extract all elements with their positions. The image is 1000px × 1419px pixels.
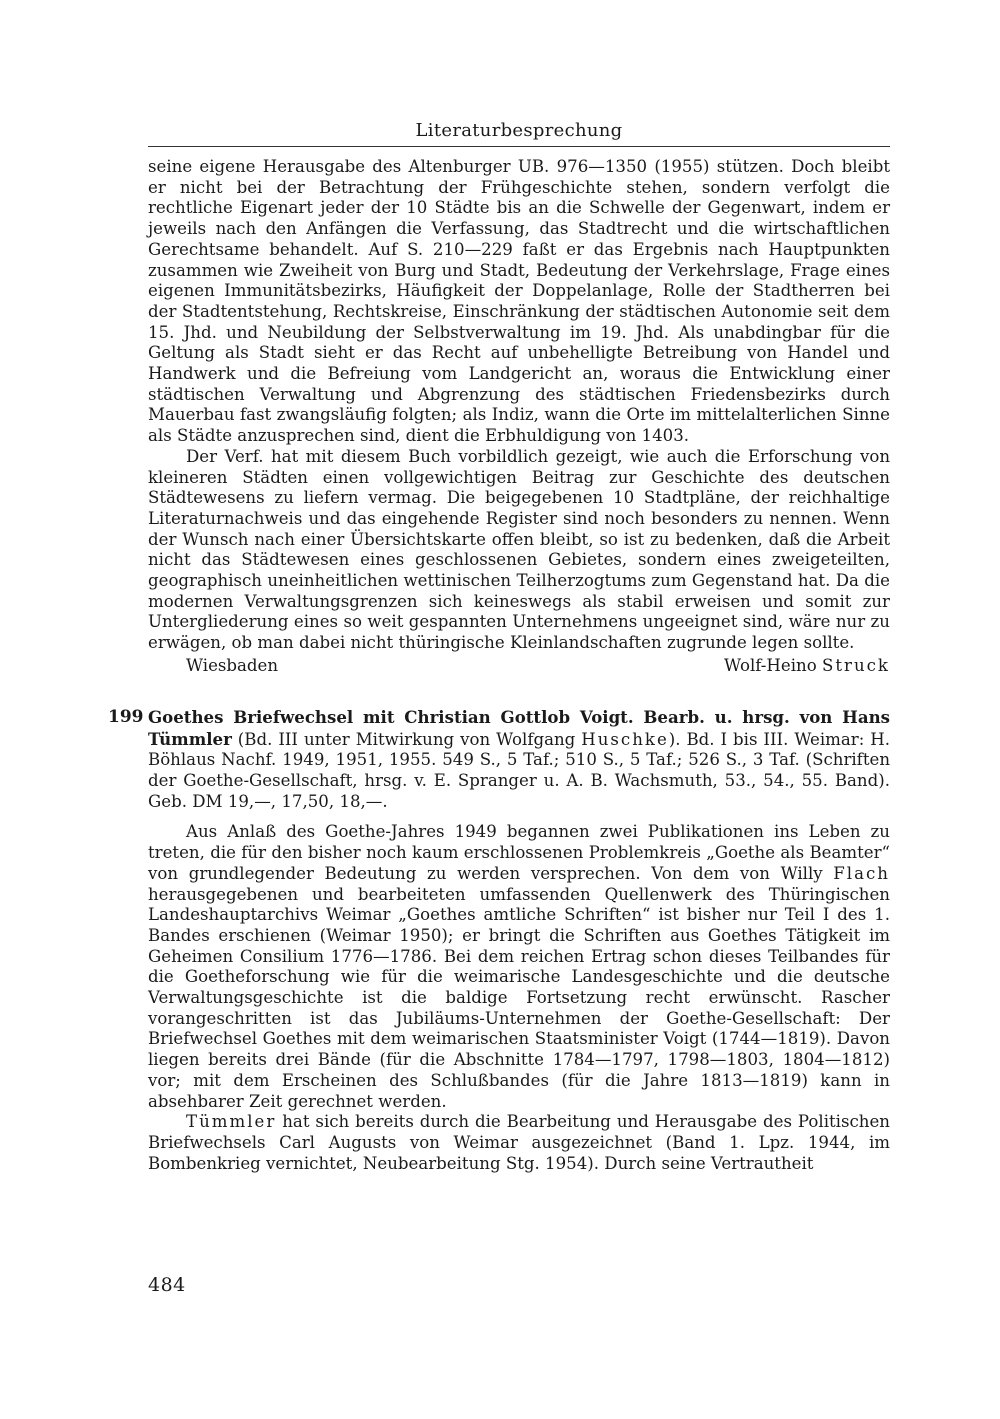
page-number: 484 [148, 1274, 186, 1296]
entry-paragraph-2-rest: hat sich bereits durch die Bearbeitung und Herausgabe des Politischen Briefwechsels Carl Augusts von Weimar ausgezeichnet (Band 1. Lpz. 1944, im Bombenkrieg vernichtet, Neubearbeitung Stg. 1954). Durch seine Vertrautheit [148, 1112, 890, 1173]
reviewer-first-name: Wolf-Heino [724, 655, 817, 675]
header-rule [148, 146, 890, 147]
review-paragraph-1: seine eigene Herausgabe des Altenburger UB. 976—1350 (1955) stützen. Doch bleibt er nicht bei der Betrachtung der Frühgeschichte stehen, sondern verfolgt die rechtliche Eigenart jeder der 10 Städte bis an die Schwelle der Gegenwart, indem er jeweils nach den Anfängen die Verfassung, das Stadtrecht und die wirtschaftlichen Gerechtsame behandelt. Auf S. 210—229 faßt er das Ergebnis nach Hauptpunkten zusammen wie Zweiheit von Burg und Stadt, Bedeutung der Verkehrslage, Frage eines eigenen Immunitätsbezirks, Häufigkeit der Doppelanlage, Rolle der Stadtherren bei der Stadtentstehung, Rechtskreise, Einschränkung der städtischen Autonomie seit dem 15. Jhd. und Neubildung der Selbstverwaltung im 19. Jhd. Als unabdingbar für die Geltung als Stadt sieht er das Recht auf unbehelligte Betreibung von Handel und Handwerk und die Befreiung vom Landgericht an, woraus die Entwicklung einer städtischen Verwaltung und Abgrenzung des städtischen Friedensbezirks durch Mauerbau fast zwangsläufig folgten; als Indiz, wann die Orte im mittelalterlichen Sinne als Städte anzusprechen sind, dient die Erbhuldigung von 1403. [148, 157, 890, 446]
entry-collaborator: Huschke [581, 729, 669, 749]
review-signature [148, 655, 890, 677]
entry-title: Goethes Briefwechsel mit Christian Gottlob Voigt. Bearb. u. hrsg. von Hans [148, 706, 890, 727]
entry-citation-part-b: ). Bd. I bis III. Weimar: H. Böhlaus Nachf. 1949, 1951, 1955. 549 S., 5 Taf.; 510 S., 5 Taf.; 526 S., 3 Taf. (Schriften der Goethe-Gesellschaft, hrsg. v. E. Spranger u. A. B. Wachsmuth, 53., 54., 55. Band). Geb. DM 19,—, 17,50, 18,—. [148, 729, 890, 811]
running-head: Literaturbesprechung [415, 120, 623, 141]
entry-citation-part-a: (Bd. III unter Mitwirkung von Wolfgang [231, 729, 582, 749]
entry-paragraph-2 [148, 1112, 890, 1174]
entry-paragraph-1-part-b: herausgegebenen und bearbeiteten umfassenden Quellenwerk des Thüringischen Landeshauptarchivs Weimar „Goethes amtliche Schriften“ ist bisher nur Teil I des 1. Bandes erschienen (Weimar 1950); er bringt die Schriften aus Goethes Tätigkeit im Geheimen Consilium 1776—1786. Bei dem reichen Ertrag schon dieses Teilbandes für die Goetheforschung wie für die weimarische Landesgeschichte und die deutsche Verwaltungsgeschichte ist die baldige Fortsetzung recht erwünscht. Rascher vorangeschritten ist das Jubiläums-Unternehmen der Goethe-Gesellschaft: Der Briefwechsel Goethes mit dem weimarischen Staatsminister Voigt (1744—1819). Davon liegen bereits drei Bände (für die Abschnitte 1784—1797, 1798—1803, 1804—1812) vor; mit dem Erscheinen des Schlußbandes (für die Jahre 1813—1819) kann in absehbarer Zeit gerechnet werden. [148, 884, 890, 1111]
review-paragraph-2: Der Verf. hat mit diesem Buch vorbildlich gezeigt, wie auch die Erforschung von kleineren Städten einen vollgewichtigen Beitrag zur Geschichte des deutschen Städtewesens zu liefern vermag. Die beigegebenen 10 Stadtpläne, der reichhaltige Literaturnachweis und das eingehende Register sind noch besonders zu nennen. Wenn der Wunsch nach einer Übersichtskarte offen bleibt, so ist zu bedenken, daß die Arbeit nicht das Städtewesen eines geschlossenen Gebietes, sondern eines zweigeteilten, geographisch uneinheitlichen wettinischen Teilherzogtums zum Gegenstand hat. Da die modernen Verwaltungsgrenzen sich keineswegs als stabil erweisen und somit zur Untergliederung eines so weit gespannten Unternehmens ungeeignet sind, wäre nur zu erwägen, ob man dabei nicht thüringische Kleinlandschaften zugrunde legen sollte. [148, 446, 890, 653]
entry-paragraph-1-part-a: Aus Anlaß des Goethe-Jahres 1949 begannen zwei Publikationen ins Leben zu treten, die für den bisher noch kaum erschlossenen Problemkreis „Goethe als Beamter“ von grundlegender Bedeutung zu werden versprechen. Von dem von Willy [148, 822, 890, 883]
review-place: Wiesbaden [186, 655, 279, 675]
entry-paragraph-1 [148, 822, 890, 1112]
entry-paragraph-1-name: Flach [833, 863, 890, 883]
entry-number: 199 [108, 706, 144, 727]
bibliography-entry [108, 706, 890, 1174]
reviewer-last-name: Struck [821, 655, 890, 675]
reviewer-name [724, 655, 890, 677]
entry-paragraph-2-name: Tümmler [186, 1112, 277, 1132]
entry-editor: Tümmler [148, 728, 232, 749]
entry-citation [148, 707, 890, 813]
page-body [108, 118, 890, 1174]
entry-review [148, 822, 890, 1174]
